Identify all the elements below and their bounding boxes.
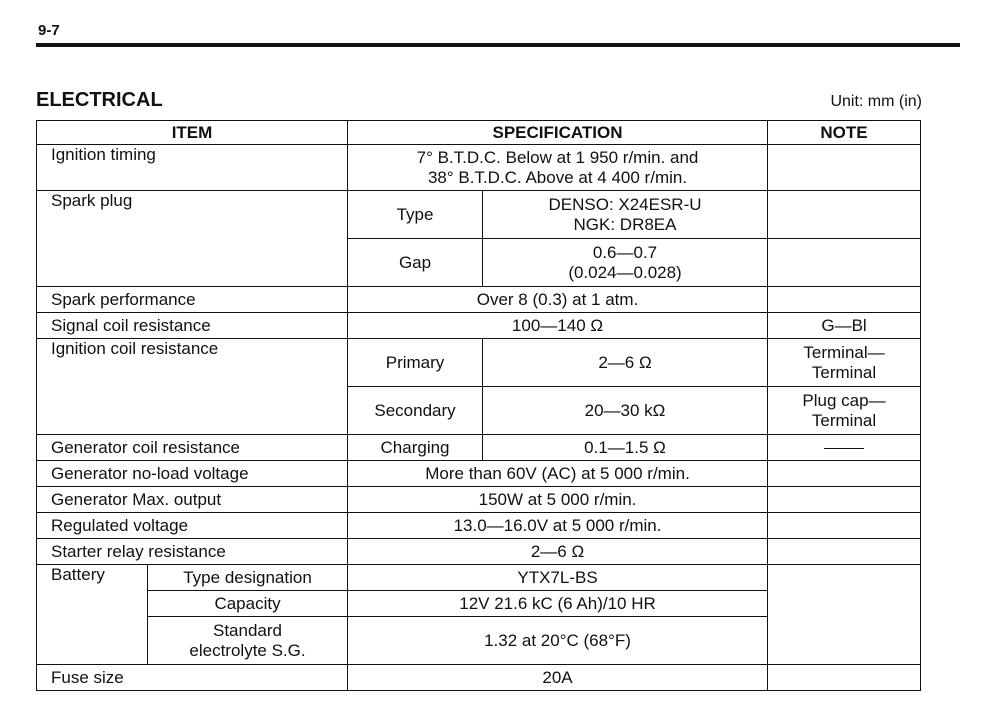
section-title: ELECTRICAL: [36, 89, 163, 111]
item-generator-coil: Generator coil resistance: [37, 435, 348, 461]
item-fuse: Fuse size: [37, 665, 348, 691]
note-empty: [768, 145, 921, 191]
spec-line: 38° B.T.D.C. Above at 4 400 r/min.: [427, 167, 688, 187]
row-generator-noload: [37, 461, 921, 487]
battery-type-value: YTX7L-BS: [348, 565, 768, 591]
spark-plug-type-value: [483, 191, 768, 239]
row-spark-performance: [37, 287, 921, 313]
row-starter-relay: [37, 539, 921, 565]
row-fuse: [37, 665, 921, 691]
header-rule: [36, 43, 960, 47]
spark-plug-type-label: Type: [348, 191, 483, 239]
row-battery-type: [37, 565, 921, 591]
row-generator-coil: [37, 435, 921, 461]
note-empty: [768, 539, 921, 565]
spec-generator-max: 150W at 5 000 r/min.: [348, 487, 768, 513]
row-generator-max: [37, 487, 921, 513]
ignition-coil-secondary-value: 20—30 kΩ: [483, 387, 768, 435]
note-generator-coil: [768, 435, 921, 461]
spec-ignition-timing: [348, 145, 768, 191]
note-battery: [768, 565, 921, 665]
row-regulated-voltage: [37, 513, 921, 539]
note-line: Terminal: [811, 362, 877, 382]
spec-fuse: 20A: [348, 665, 768, 691]
item-spark-performance: Spark performance: [37, 287, 348, 313]
battery-type-label: Type designation: [148, 565, 348, 591]
battery-sg-label: [148, 617, 348, 665]
row-signal-coil: [37, 313, 921, 339]
spec-starter-relay: 2—6 Ω: [348, 539, 768, 565]
spec-regulated-voltage: 13.0—16.0V at 5 000 r/min.: [348, 513, 768, 539]
ignition-coil-secondary-label: Secondary: [348, 387, 483, 435]
spec-signal-coil: 100—140 Ω: [348, 313, 768, 339]
header-note: NOTE: [768, 121, 921, 145]
item-starter-relay: Starter relay resistance: [37, 539, 348, 565]
spec-line: NGK: DR8EA: [573, 214, 677, 234]
note-empty: [768, 665, 921, 691]
note-line: Terminal—: [803, 342, 885, 362]
note-empty: [768, 461, 921, 487]
spec-line: (0.024—0.028): [568, 262, 682, 282]
dash-line: [824, 448, 864, 449]
note-ignition-coil-primary: [768, 339, 921, 387]
note-empty: [768, 191, 921, 239]
row-ignition-timing: [37, 145, 921, 191]
item-ignition-coil: Ignition coil resistance: [37, 339, 348, 435]
item-signal-coil: Signal coil resistance: [37, 313, 348, 339]
header-item: ITEM: [37, 121, 348, 145]
header-specification: SPECIFICATION: [348, 121, 768, 145]
spec-line: 0.6—0.7: [592, 242, 658, 262]
spec-line: DENSO: X24ESR-U: [548, 194, 702, 214]
item-regulated-voltage: Regulated voltage: [37, 513, 348, 539]
unit-label: Unit: mm (in): [830, 93, 922, 110]
battery-sg-value: 1.32 at 20°C (68°F): [348, 617, 768, 665]
spec-generator-noload: More than 60V (AC) at 5 000 r/min.: [348, 461, 768, 487]
generator-coil-value: 0.1—1.5 Ω: [483, 435, 768, 461]
spec-spark-performance: Over 8 (0.3) at 1 atm.: [348, 287, 768, 313]
spark-plug-gap-value: [483, 239, 768, 287]
label-line: Standard: [213, 620, 282, 640]
item-spark-plug: Spark plug: [37, 191, 348, 287]
label-line: electrolyte S.G.: [189, 640, 306, 660]
battery-capacity-value: 12V 21.6 kC (6 Ah)/10 HR: [348, 591, 768, 617]
note-empty: [768, 287, 921, 313]
note-empty: [768, 239, 921, 287]
note-empty: [768, 487, 921, 513]
ignition-coil-primary-label: Primary: [348, 339, 483, 387]
page-number: 9-7: [38, 22, 60, 39]
note-ignition-coil-secondary: [768, 387, 921, 435]
item-ignition-timing: Ignition timing: [37, 145, 348, 191]
row-ignition-coil-primary: [37, 339, 921, 387]
ignition-coil-primary-value: 2—6 Ω: [483, 339, 768, 387]
row-spark-plug-type: [37, 191, 921, 239]
spec-line: 7° B.T.D.C. Below at 1 950 r/min. and: [416, 147, 699, 167]
item-generator-noload: Generator no-load voltage: [37, 461, 348, 487]
item-generator-max: Generator Max. output: [37, 487, 348, 513]
note-empty: [768, 513, 921, 539]
spark-plug-gap-label: Gap: [348, 239, 483, 287]
note-signal-coil: G—Bl: [768, 313, 921, 339]
table-header-row: [37, 121, 921, 145]
item-battery: Battery: [37, 565, 148, 665]
note-line: Plug cap—: [802, 390, 886, 410]
note-line: Terminal: [811, 410, 877, 430]
battery-capacity-label: Capacity: [148, 591, 348, 617]
generator-coil-label: Charging: [348, 435, 483, 461]
electrical-spec-table: [36, 120, 921, 691]
